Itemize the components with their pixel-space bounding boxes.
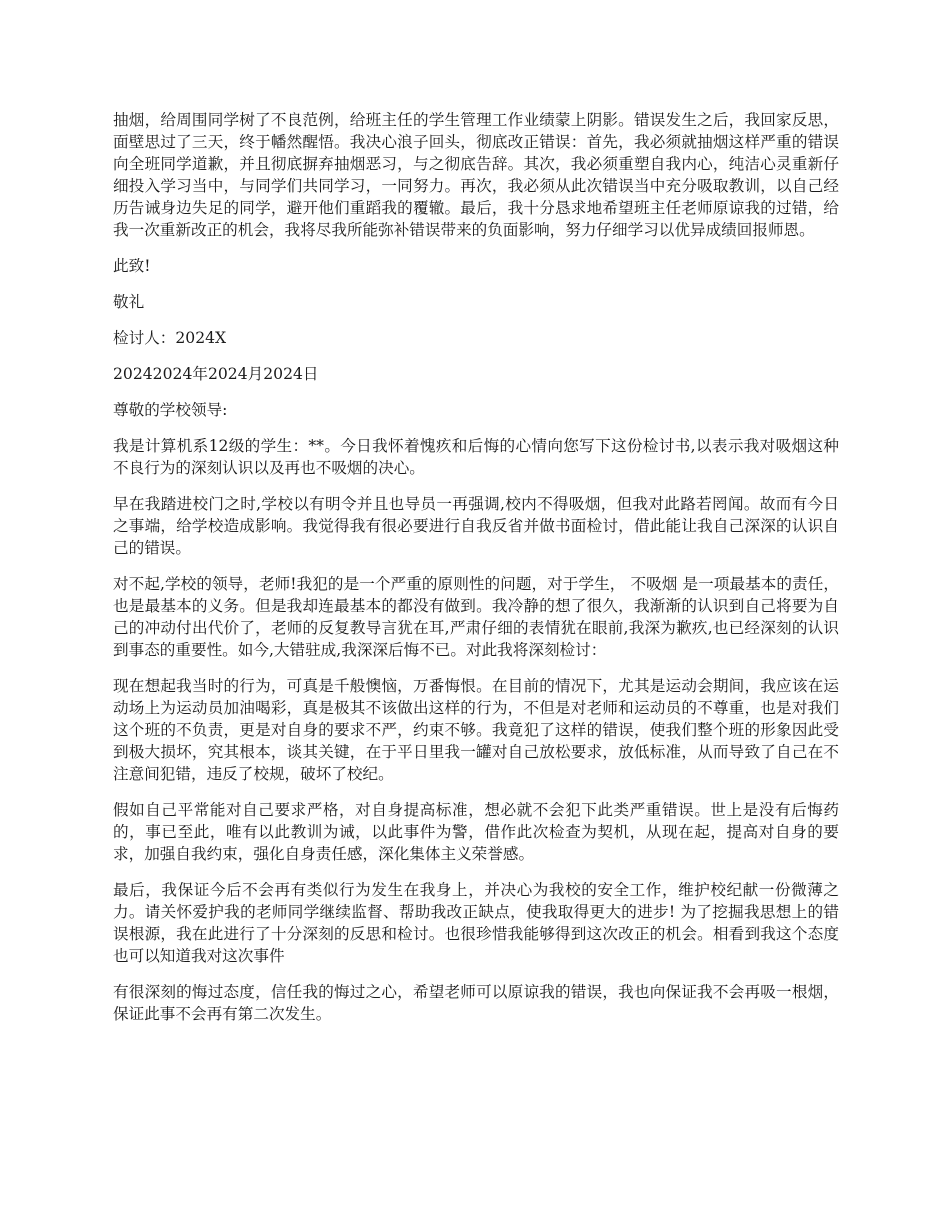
- paragraph-pledge: 最后，我保证今后不会再有类似行为发生在我身上，并决心为我校的安全工作，维护校纪献一份微薄之力。请关怀爱护我的老师同学继续监督、帮助我改正缺点，使我取得更大的进步! 为了挖掘我思想上的错误根源，我在此进行了十分深刻的反思和检讨。也很珍惜我能够得到这次改正的机会。相看到我这个态度也可以知道我对这次事件: [113, 881, 839, 965]
- paragraph-resolution: 假如自己平常能对自己要求严格，对自身提高标准，想必就不会犯下此类严重错误。世上是没有后悔药的，事已至此，唯有以此教训为诫，以此事件为警，借作此次检查为契机，从现在起，提高对自身的要求，加强自我约束，强化自身责任感，深化集体主义荣誉感。: [113, 801, 839, 863]
- date-line: 20242024年2024月2024日: [113, 365, 319, 383]
- paragraph-final: 有很深刻的悔过态度，信任我的悔过之心，希望老师可以原谅我的错误，我也向保证我不会再吸一根烟，保证此事不会再有第二次发生。: [113, 983, 839, 1023]
- paragraph-intro: 我是计算机系12级的学生：**。今日我怀着愧疚和后悔的心情向您写下这份检讨书,以表示我对吸烟这种不良行为的深刻认识以及再也不吸烟的决心。: [113, 437, 839, 477]
- paragraph-apology: 对不起,学校的领导，老师!我犯的是一个严重的原则性的问题，对于学生， 不吸烟 是一项最基本的责任，也是最基本的义务。但是我却连最基本的都没有做到。我冷静的想了很久，我渐渐的认识到自己将要为自己的冲动付出代价了，老师的反复教导言犹在耳,严肃仔细的表情犹在眼前,我深为歉疚,也已经深刻的认识到事态的重要性。如今,大错驻成,我深深后悔不已。对此我将深刻检讨：: [113, 575, 839, 659]
- paragraph-reflection: 现在想起我当时的行为，可真是千般懊恼，万番悔恨。在目前的情况下，尤其是运动会期间，我应该在运动场上为运动员加油喝彩，真是极其不该做出这样的行为，不但是对老师和运动员的不尊重，也是对我们这个班的不负责，更是对自身的要求不严，约束不够。我竟犯了这样的错误，使我们整个班的形象因此受到极大损坏，究其根本，谈其关键，在于平日里我一罐对自己放松要求，放低标准，从而导致了自己在不注意间犯错，违反了校规，破坏了校纪。: [113, 677, 839, 783]
- document-body: [113, 109, 839, 1039]
- closing-respect: 敬礼: [113, 293, 145, 311]
- paragraph-background: 早在我踏进校门之时,学校以有明令并且也导员一再强调,校内不得吸烟，但我对此路若罔闻。故而有今日之事端，给学校造成影响。我觉得我有很必要进行自我反省并做书面检讨，借此能让我自己深深的认识自己的错误。: [113, 495, 839, 557]
- closing-salutation: 此致!: [113, 257, 151, 275]
- signature-line: 检讨人：2024X: [113, 329, 227, 347]
- greeting: 尊敬的学校领导:: [113, 401, 228, 419]
- paragraph-1: 抽烟，给周围同学树了不良范例，给班主任的学生管理工作业绩蒙上阴影。错误发生之后，我回家反思，面壁思过了三天，终于幡然醒悟。我决心浪子回头，彻底改正错误：首先，我必须就抽烟这样严重的错误向全班同学道歉，并且彻底摒弃抽烟恶习，与之彻底告辞。其次，我必须重塑自我内心，纯洁心灵重新仔细投入学习当中，与同学们共同学习，一同努力。再次，我必须从此次错误当中充分吸取教训，以自己经历告诫身边失足的同学，避开他们重蹈我的覆辙。最后，我十分恳求地希望班主任老师原谅我的过错，给我一次重新改正的机会，我将尽我所能弥补错误带来的负面影响，努力仔细学习以优异成绩回报师恩。: [113, 111, 839, 239]
